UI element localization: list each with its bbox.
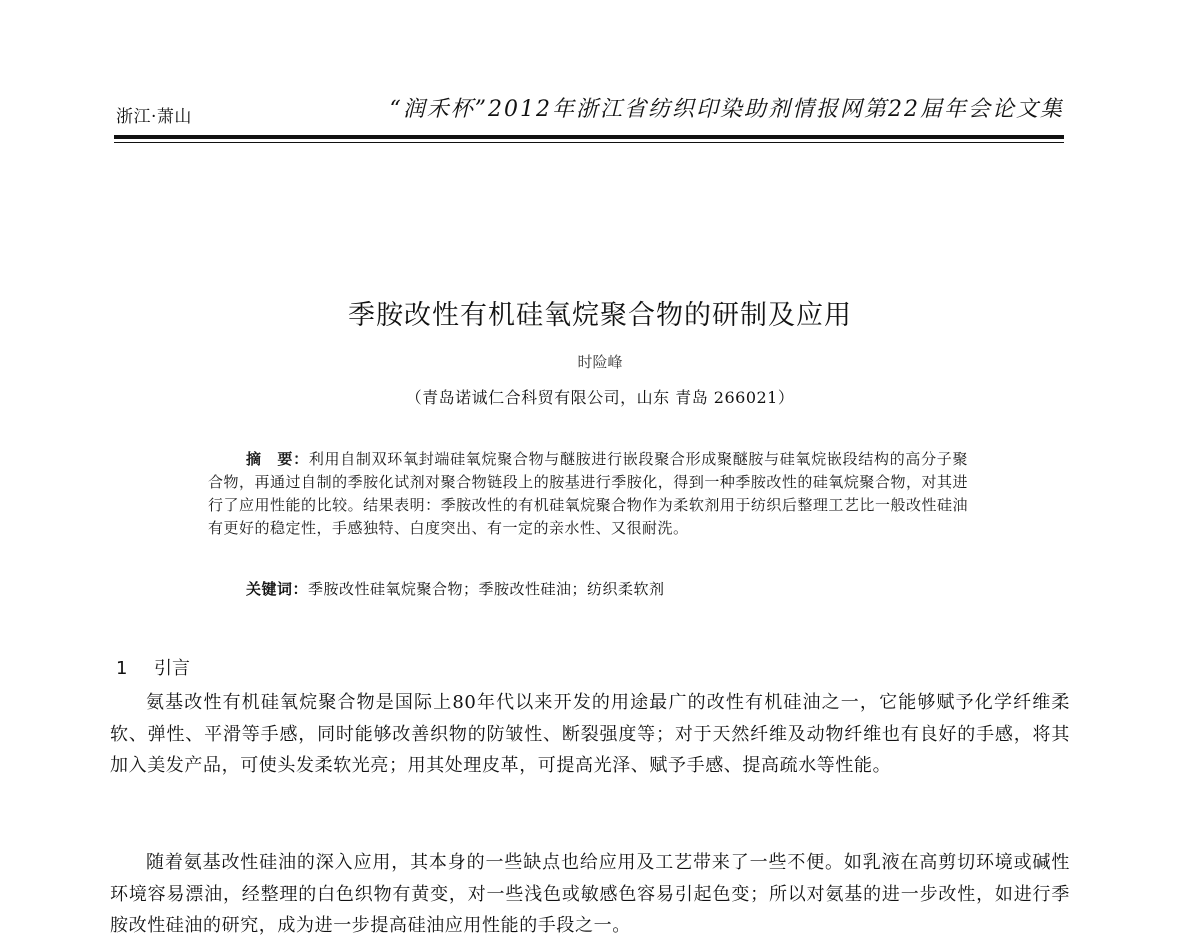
keywords-label: 关键词： <box>246 580 309 598</box>
paper-title: 季胺改性有机硅氧烷聚合物的研制及应用 <box>348 300 852 331</box>
header-rule-thick <box>114 135 1064 139</box>
header-location: 浙江·萧山 <box>116 107 192 127</box>
section-number: 1 <box>116 658 128 679</box>
section-title: 引言 <box>154 658 190 679</box>
abstract <box>208 448 968 540</box>
header-conference-title: “润禾杯”2012年浙江省纺织印染助剂情报网第22届年会论文集 <box>389 97 1064 122</box>
abstract-text: 利用自制双环氧封端硅氧烷聚合物与醚胺进行嵌段聚合形成聚醚胺与硅氧烷嵌段结构的高分子聚合物，再通过自制的季胺化试剂对聚合物链段上的胺基进行季胺化，得到一种季胺改性的硅氧烷聚合物，对其进行了应用性能的比较。结果表明：季胺改性的有机硅氧烷聚合物作为柔软剂用于纺织后整理工艺比一般改性硅油有更好的稳定性，手感独特、白度突出、有一定的亲水性、又很耐洗。 <box>208 450 968 537</box>
paper-author: 时险峰 <box>577 353 623 371</box>
body-paragraph-1: 氨基改性有机硅氧烷聚合物是国际上80年代以来开发的用途最广的改性有机硅油之一，它能够赋予化学纤维柔软、弹性、平滑等手感，同时能够改善织物的防皱性、断裂强度等；对于天然纤维及动物纤维也有良好的手感，将其加入美发产品，可使头发柔软光亮；用其处理皮革，可提高光泽、赋予手感、提高疏水等性能。 <box>110 692 1070 776</box>
paper-affiliation: （青岛诺诚仁合科贸有限公司，山东 青岛 266021） <box>405 388 795 407</box>
abstract-label: 摘 要： <box>246 450 309 468</box>
header-rule-thin <box>114 142 1064 143</box>
keywords-text: 季胺改性硅氧烷聚合物；季胺改性硅油；纺织柔软剂 <box>308 580 665 598</box>
keywords <box>246 578 665 599</box>
body-paragraph-2: 随着氨基改性硅油的深入应用，其本身的一些缺点也给应用及工艺带来了一些不便。如乳液在高剪切环境或碱性环境容易漂油，经整理的白色织物有黄变，对一些浅色或敏感色容易引起色变；所以对氨基的进一步改性，如进行季胺改性硅油的研究，成为进一步提高硅油应用性能的手段之一。 <box>110 852 1070 936</box>
section-heading <box>116 654 190 680</box>
